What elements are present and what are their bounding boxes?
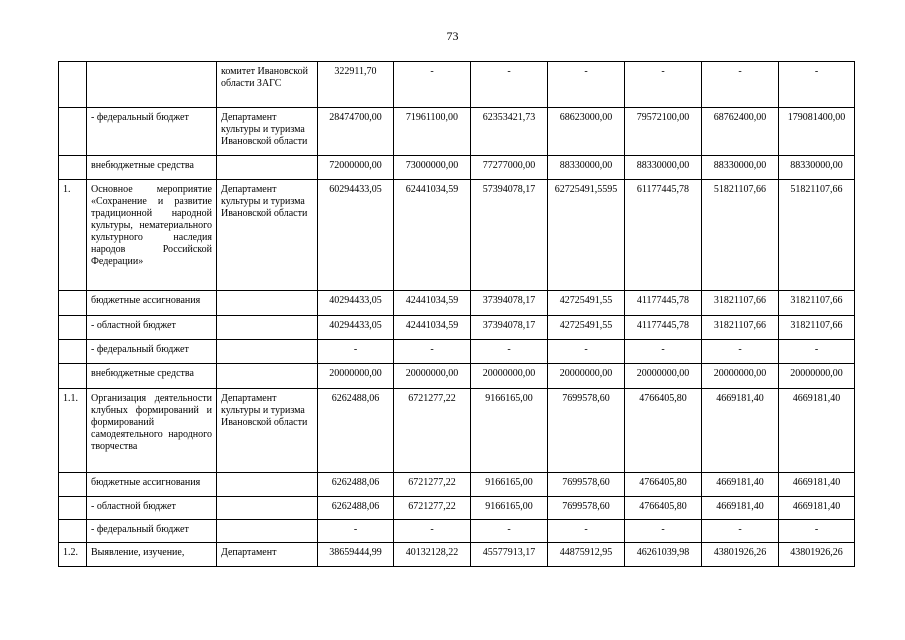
table-row [59, 291, 855, 316]
value-cell: 20000000,00 [702, 364, 779, 389]
table-row [59, 156, 855, 180]
table-row [59, 316, 855, 340]
value-cell: 322911,70 [318, 62, 394, 108]
row-number-cell [59, 156, 87, 180]
item-name-cell: внебюджетные средства [87, 364, 217, 389]
value-cell: 68762400,00 [702, 108, 779, 156]
value-cell: 37394078,17 [471, 316, 548, 340]
value-cell: 38659444,99 [318, 543, 394, 567]
row-number-cell [59, 497, 87, 520]
item-name-cell: - федеральный бюджет [87, 108, 217, 156]
value-cell: 6262488,06 [318, 473, 394, 497]
value-cell: 9166165,00 [471, 497, 548, 520]
page-number: 73 [446, 29, 459, 43]
value-cell: - [702, 520, 779, 543]
value-cell: 41177445,78 [625, 291, 702, 316]
value-cell: 42725491,55 [548, 316, 625, 340]
executor-cell: Департамент культуры и туризма Ивановской области [217, 180, 318, 291]
budget-table [58, 61, 855, 567]
value-cell: 4766405,80 [625, 389, 702, 473]
item-name-cell: бюджетные ассигнования [87, 291, 217, 316]
item-name-cell: - федеральный бюджет [87, 340, 217, 364]
value-cell: 4669181,40 [702, 389, 779, 473]
value-cell: 6721277,22 [394, 497, 471, 520]
value-cell: - [394, 62, 471, 108]
value-cell: 44875912,95 [548, 543, 625, 567]
row-number-cell [59, 108, 87, 156]
executor-cell [217, 473, 318, 497]
value-cell: 88330000,00 [548, 156, 625, 180]
value-cell: 7699578,60 [548, 389, 625, 473]
value-cell: 46261039,98 [625, 543, 702, 567]
value-cell: 6721277,22 [394, 473, 471, 497]
row-number-cell [59, 520, 87, 543]
value-cell: 62353421,73 [471, 108, 548, 156]
value-cell: 68623000,00 [548, 108, 625, 156]
executor-cell [217, 291, 318, 316]
row-number-cell [59, 473, 87, 497]
value-cell: 40294433,05 [318, 291, 394, 316]
value-cell: 37394078,17 [471, 291, 548, 316]
table-row [59, 108, 855, 156]
value-cell: 43801926,26 [779, 543, 855, 567]
item-name-cell: - областной бюджет [87, 497, 217, 520]
item-name-cell: Организация деятельности клубных формирований и формирований самодеятельного народного творчества [87, 389, 217, 473]
value-cell: 31821107,66 [779, 291, 855, 316]
value-cell: - [548, 62, 625, 108]
value-cell: 43801926,26 [702, 543, 779, 567]
item-name-cell: бюджетные ассигнования [87, 473, 217, 497]
value-cell: - [625, 520, 702, 543]
value-cell: 42725491,55 [548, 291, 625, 316]
table-row [59, 340, 855, 364]
value-cell: 42441034,59 [394, 291, 471, 316]
value-cell: - [779, 520, 855, 543]
value-cell: 62441034,59 [394, 180, 471, 291]
value-cell: 4669181,40 [702, 497, 779, 520]
value-cell: 179081400,00 [779, 108, 855, 156]
row-number-cell [59, 340, 87, 364]
value-cell: 62725491,5595 [548, 180, 625, 291]
row-number-cell: 1. [59, 180, 87, 291]
row-number-cell [59, 364, 87, 389]
item-name-cell: - областной бюджет [87, 316, 217, 340]
value-cell: 73000000,00 [394, 156, 471, 180]
row-number-cell: 1.2. [59, 543, 87, 567]
value-cell: 4766405,80 [625, 497, 702, 520]
executor-cell: Департамент культуры и туризма Ивановской области [217, 108, 318, 156]
table-row [59, 473, 855, 497]
value-cell: - [394, 520, 471, 543]
value-cell: 7699578,60 [548, 497, 625, 520]
value-cell: 72000000,00 [318, 156, 394, 180]
value-cell: 57394078,17 [471, 180, 548, 291]
table-row [59, 364, 855, 389]
table-row [59, 62, 855, 108]
value-cell: 20000000,00 [548, 364, 625, 389]
row-number-cell [59, 62, 87, 108]
value-cell: 61177445,78 [625, 180, 702, 291]
item-name-cell [87, 62, 217, 108]
value-cell: - [318, 340, 394, 364]
table-row [59, 497, 855, 520]
table-row [59, 520, 855, 543]
value-cell: 40132128,22 [394, 543, 471, 567]
value-cell: 4669181,40 [702, 473, 779, 497]
value-cell: - [548, 520, 625, 543]
value-cell: - [394, 340, 471, 364]
value-cell: - [702, 62, 779, 108]
value-cell: 20000000,00 [471, 364, 548, 389]
value-cell: 20000000,00 [394, 364, 471, 389]
item-name-cell: - федеральный бюджет [87, 520, 217, 543]
executor-cell [217, 497, 318, 520]
value-cell: 42441034,59 [394, 316, 471, 340]
value-cell: 79572100,00 [625, 108, 702, 156]
value-cell: 88330000,00 [702, 156, 779, 180]
executor-cell [217, 156, 318, 180]
value-cell: - [702, 340, 779, 364]
value-cell: 9166165,00 [471, 473, 548, 497]
executor-cell [217, 520, 318, 543]
item-name-cell: внебюджетные средства [87, 156, 217, 180]
value-cell: 9166165,00 [471, 389, 548, 473]
value-cell: 41177445,78 [625, 316, 702, 340]
row-number-cell: 1.1. [59, 389, 87, 473]
value-cell: 71961100,00 [394, 108, 471, 156]
value-cell: 4766405,80 [625, 473, 702, 497]
value-cell: 51821107,66 [702, 180, 779, 291]
executor-cell [217, 340, 318, 364]
value-cell: 20000000,00 [625, 364, 702, 389]
value-cell: 77277000,00 [471, 156, 548, 180]
value-cell: 6262488,06 [318, 497, 394, 520]
value-cell: 4669181,40 [779, 389, 855, 473]
value-cell: 20000000,00 [318, 364, 394, 389]
item-name-cell: Основное мероприятие «Сохранение и развитие традиционной народной культуры, нематериального культурного наследия народов Российской Федерации» [87, 180, 217, 291]
value-cell: 45577913,17 [471, 543, 548, 567]
executor-cell [217, 316, 318, 340]
value-cell: 88330000,00 [625, 156, 702, 180]
value-cell: - [471, 62, 548, 108]
value-cell: 88330000,00 [779, 156, 855, 180]
executor-cell [217, 364, 318, 389]
executor-cell: Департамент [217, 543, 318, 567]
value-cell: - [779, 62, 855, 108]
table-row [59, 543, 855, 567]
row-number-cell [59, 291, 87, 316]
value-cell: - [318, 520, 394, 543]
value-cell: 4669181,40 [779, 497, 855, 520]
value-cell: 40294433,05 [318, 316, 394, 340]
value-cell: - [779, 340, 855, 364]
item-name-cell: Выявление, изучение, [87, 543, 217, 567]
value-cell: 31821107,66 [779, 316, 855, 340]
row-number-cell [59, 316, 87, 340]
table-row [59, 180, 855, 291]
value-cell: - [625, 340, 702, 364]
executor-cell: Департамент культуры и туризма Ивановской области [217, 389, 318, 473]
value-cell: - [625, 62, 702, 108]
table-row [59, 389, 855, 473]
value-cell: - [471, 340, 548, 364]
executor-cell: комитет Ивановской области ЗАГС [217, 62, 318, 108]
value-cell: 7699578,60 [548, 473, 625, 497]
value-cell: 31821107,66 [702, 291, 779, 316]
value-cell: 28474700,00 [318, 108, 394, 156]
value-cell: 4669181,40 [779, 473, 855, 497]
value-cell: - [548, 340, 625, 364]
value-cell: 6262488,06 [318, 389, 394, 473]
value-cell: 6721277,22 [394, 389, 471, 473]
value-cell: 31821107,66 [702, 316, 779, 340]
value-cell: 51821107,66 [779, 180, 855, 291]
value-cell: - [471, 520, 548, 543]
value-cell: 60294433,05 [318, 180, 394, 291]
value-cell: 20000000,00 [779, 364, 855, 389]
